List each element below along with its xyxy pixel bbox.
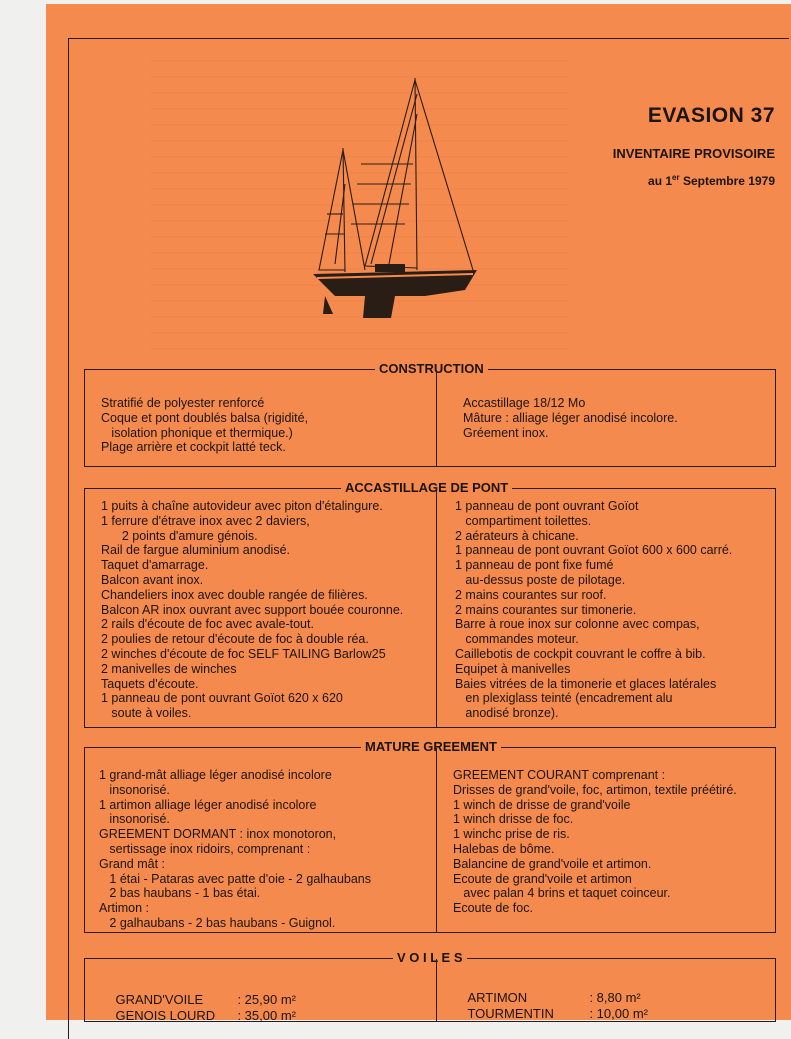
mature-right-list [453, 768, 737, 916]
accastillage-section [84, 480, 776, 728]
list-item: 1 artimon alliage léger anodisé incolore [99, 797, 317, 812]
sail-area: : 8,80 m² [589, 990, 641, 1005]
list-item: 2 points d'amure génois. [101, 528, 258, 543]
list-item: insonorisé. [99, 782, 170, 797]
list-item: 1 panneau de pont ouvrant Goïot 620 x 620 [101, 691, 343, 706]
list-item: 2 aérateurs à chicane. [455, 528, 579, 543]
list-item: 2 rails d'écoute de foc avec avale-tout. [101, 617, 314, 632]
list-item: Balancine de grand'voile et artimon. [453, 856, 652, 871]
list-item: compartiment toilettes. [455, 513, 592, 528]
list-item: Drisses de grand'voile, foc, artimon, textile préétiré. [453, 782, 737, 797]
section-divider [436, 489, 437, 727]
sail-name: TOURMENTIN [467, 1006, 554, 1021]
mature-greement-heading: MATURE GREEMENT [361, 739, 501, 755]
list-item: 2 mains courantes sur roof. [455, 587, 607, 602]
sail-area: : 25,90 m² [237, 992, 296, 1007]
list-item: 1 ferrure d'étrave inox avec 2 daviers, [101, 513, 310, 528]
accastillage-left-list [101, 499, 403, 721]
list-item: Coque et pont doublés balsa (rigidité, [101, 410, 309, 425]
list-item: 1 panneau de pont ouvrant Goïot 600 x 600 carré. [455, 543, 733, 558]
list-item: 2 bas haubans - 1 bas étai. [99, 886, 261, 901]
list-item: Equipet à manivelles [455, 661, 571, 676]
list-item: 1 winch drisse de foc. [453, 812, 574, 827]
list-item: Artimon : [99, 901, 150, 916]
list-item: en plexiglass teinté (encadrement alu [455, 691, 673, 706]
list-item: Caillebotis de cockpit couvrant le coffre à bib. [455, 646, 706, 661]
sail-area: : 35,00 m² [237, 1008, 296, 1023]
list-item: 2 manivelles de winches [101, 661, 237, 676]
list-item: 1 étai - Pataras avec patte d'oie - 2 galhaubans [99, 871, 372, 886]
mature-left-list [99, 768, 371, 931]
accastillage-right-list [455, 499, 732, 721]
list-item: 2 winches d'écoute de foc SELF TAILING Barlow25 [101, 646, 386, 661]
section-divider [436, 748, 437, 932]
list-item: Gréement inox. [463, 425, 549, 440]
sailboat-illustration [305, 74, 485, 334]
accastillage-heading: ACCASTILLAGE DE PONT [341, 480, 512, 496]
list-item: Plage arrière et cockpit latté teck. [101, 440, 286, 455]
list-item: 1 puits à chaîne autovideur avec piton d'étalingure. [101, 499, 383, 513]
list-item: GREEMENT DORMANT : inox monotoron, [99, 827, 337, 842]
list-item: Taquets d'écoute. [101, 676, 199, 691]
list-item: isolation phonique et thermique.) [101, 425, 293, 440]
list-item: soute à voiles. [101, 706, 192, 721]
sail-tourmentin [453, 991, 648, 1036]
list-item: Taquet d'amarrage. [101, 558, 209, 573]
list-item: Mâture : alliage léger anodisé incolore. [463, 410, 678, 425]
mature-greement-section [84, 739, 776, 933]
list-item: sertissage inox ridoirs, comprenant : [99, 841, 311, 856]
construction-section [84, 361, 776, 467]
section-divider [436, 370, 437, 466]
list-item: Grand mât : [99, 856, 165, 871]
list-item: avec palan 4 brins et taquet coinceur. [453, 886, 671, 901]
list-item: Baies vitrées de la timonerie et glaces latérales [455, 676, 717, 691]
list-item: Accastillage 18/12 Mo [463, 396, 586, 410]
sail-name: GENOIS LOURD [115, 1008, 216, 1023]
sail-area: : 10,00 m² [589, 1006, 648, 1021]
list-item: 1 grand-mât alliage léger anodisé incolore [99, 768, 332, 782]
list-item: Stratifié de polyester renforcé [101, 396, 265, 410]
document-title: EVASION 37 [647, 104, 775, 127]
list-item: Ecoute de grand'voile et artimon [453, 871, 632, 886]
list-item: GREEMENT COURANT comprenant : [453, 768, 666, 782]
list-item: au-dessus poste de pilotage. [455, 572, 626, 587]
construction-heading: CONSTRUCTION [375, 361, 488, 377]
list-item: Ecoute de foc. [453, 901, 533, 916]
document-date: au 1er Septembre 1979 [648, 173, 775, 188]
construction-right-list [463, 396, 678, 440]
construction-left-list [101, 396, 308, 455]
sail-genois-lourd [101, 993, 296, 1038]
list-item: Rail de fargue aluminium anodisé. [101, 543, 290, 558]
list-item: Chandeliers inox avec double rangée de filières. [101, 587, 368, 602]
list-item: 1 panneau de pont ouvrant Goïot [455, 499, 639, 513]
list-item: commandes moteur. [455, 632, 579, 647]
list-item: Balcon avant inox. [101, 572, 204, 587]
list-item: Halebas de bôme. [453, 841, 555, 856]
voiles-heading: V O I L E S [393, 950, 467, 966]
list-item: anodisé bronze). [455, 706, 559, 721]
list-item: 1 winchc prise de ris. [453, 827, 570, 842]
document-subtitle: INVENTAIRE PROVISOIRE [612, 146, 775, 161]
list-item: 2 galhaubans - 2 bas haubans - Guignol. [99, 915, 336, 930]
list-item: 1 winch de drisse de grand'voile [453, 797, 631, 812]
list-item: 2 mains courantes sur timonerie. [455, 602, 637, 617]
sail-name: GRAND'VOILE [115, 992, 204, 1007]
list-item: Barre à roue inox sur colonne avec compas, [455, 617, 700, 632]
list-item: Balcon AR inox ouvrant avec support bouée couronne. [101, 602, 404, 617]
sail-name: ARTIMON [467, 990, 528, 1005]
voiles-section [84, 950, 776, 1023]
list-item: insonorisé. [99, 812, 170, 827]
list-item: 1 panneau de pont fixe fumé [455, 558, 614, 573]
section-divider [436, 959, 437, 1021]
list-item: 2 poulies de retour d'écoute de foc à double réa. [101, 632, 369, 647]
